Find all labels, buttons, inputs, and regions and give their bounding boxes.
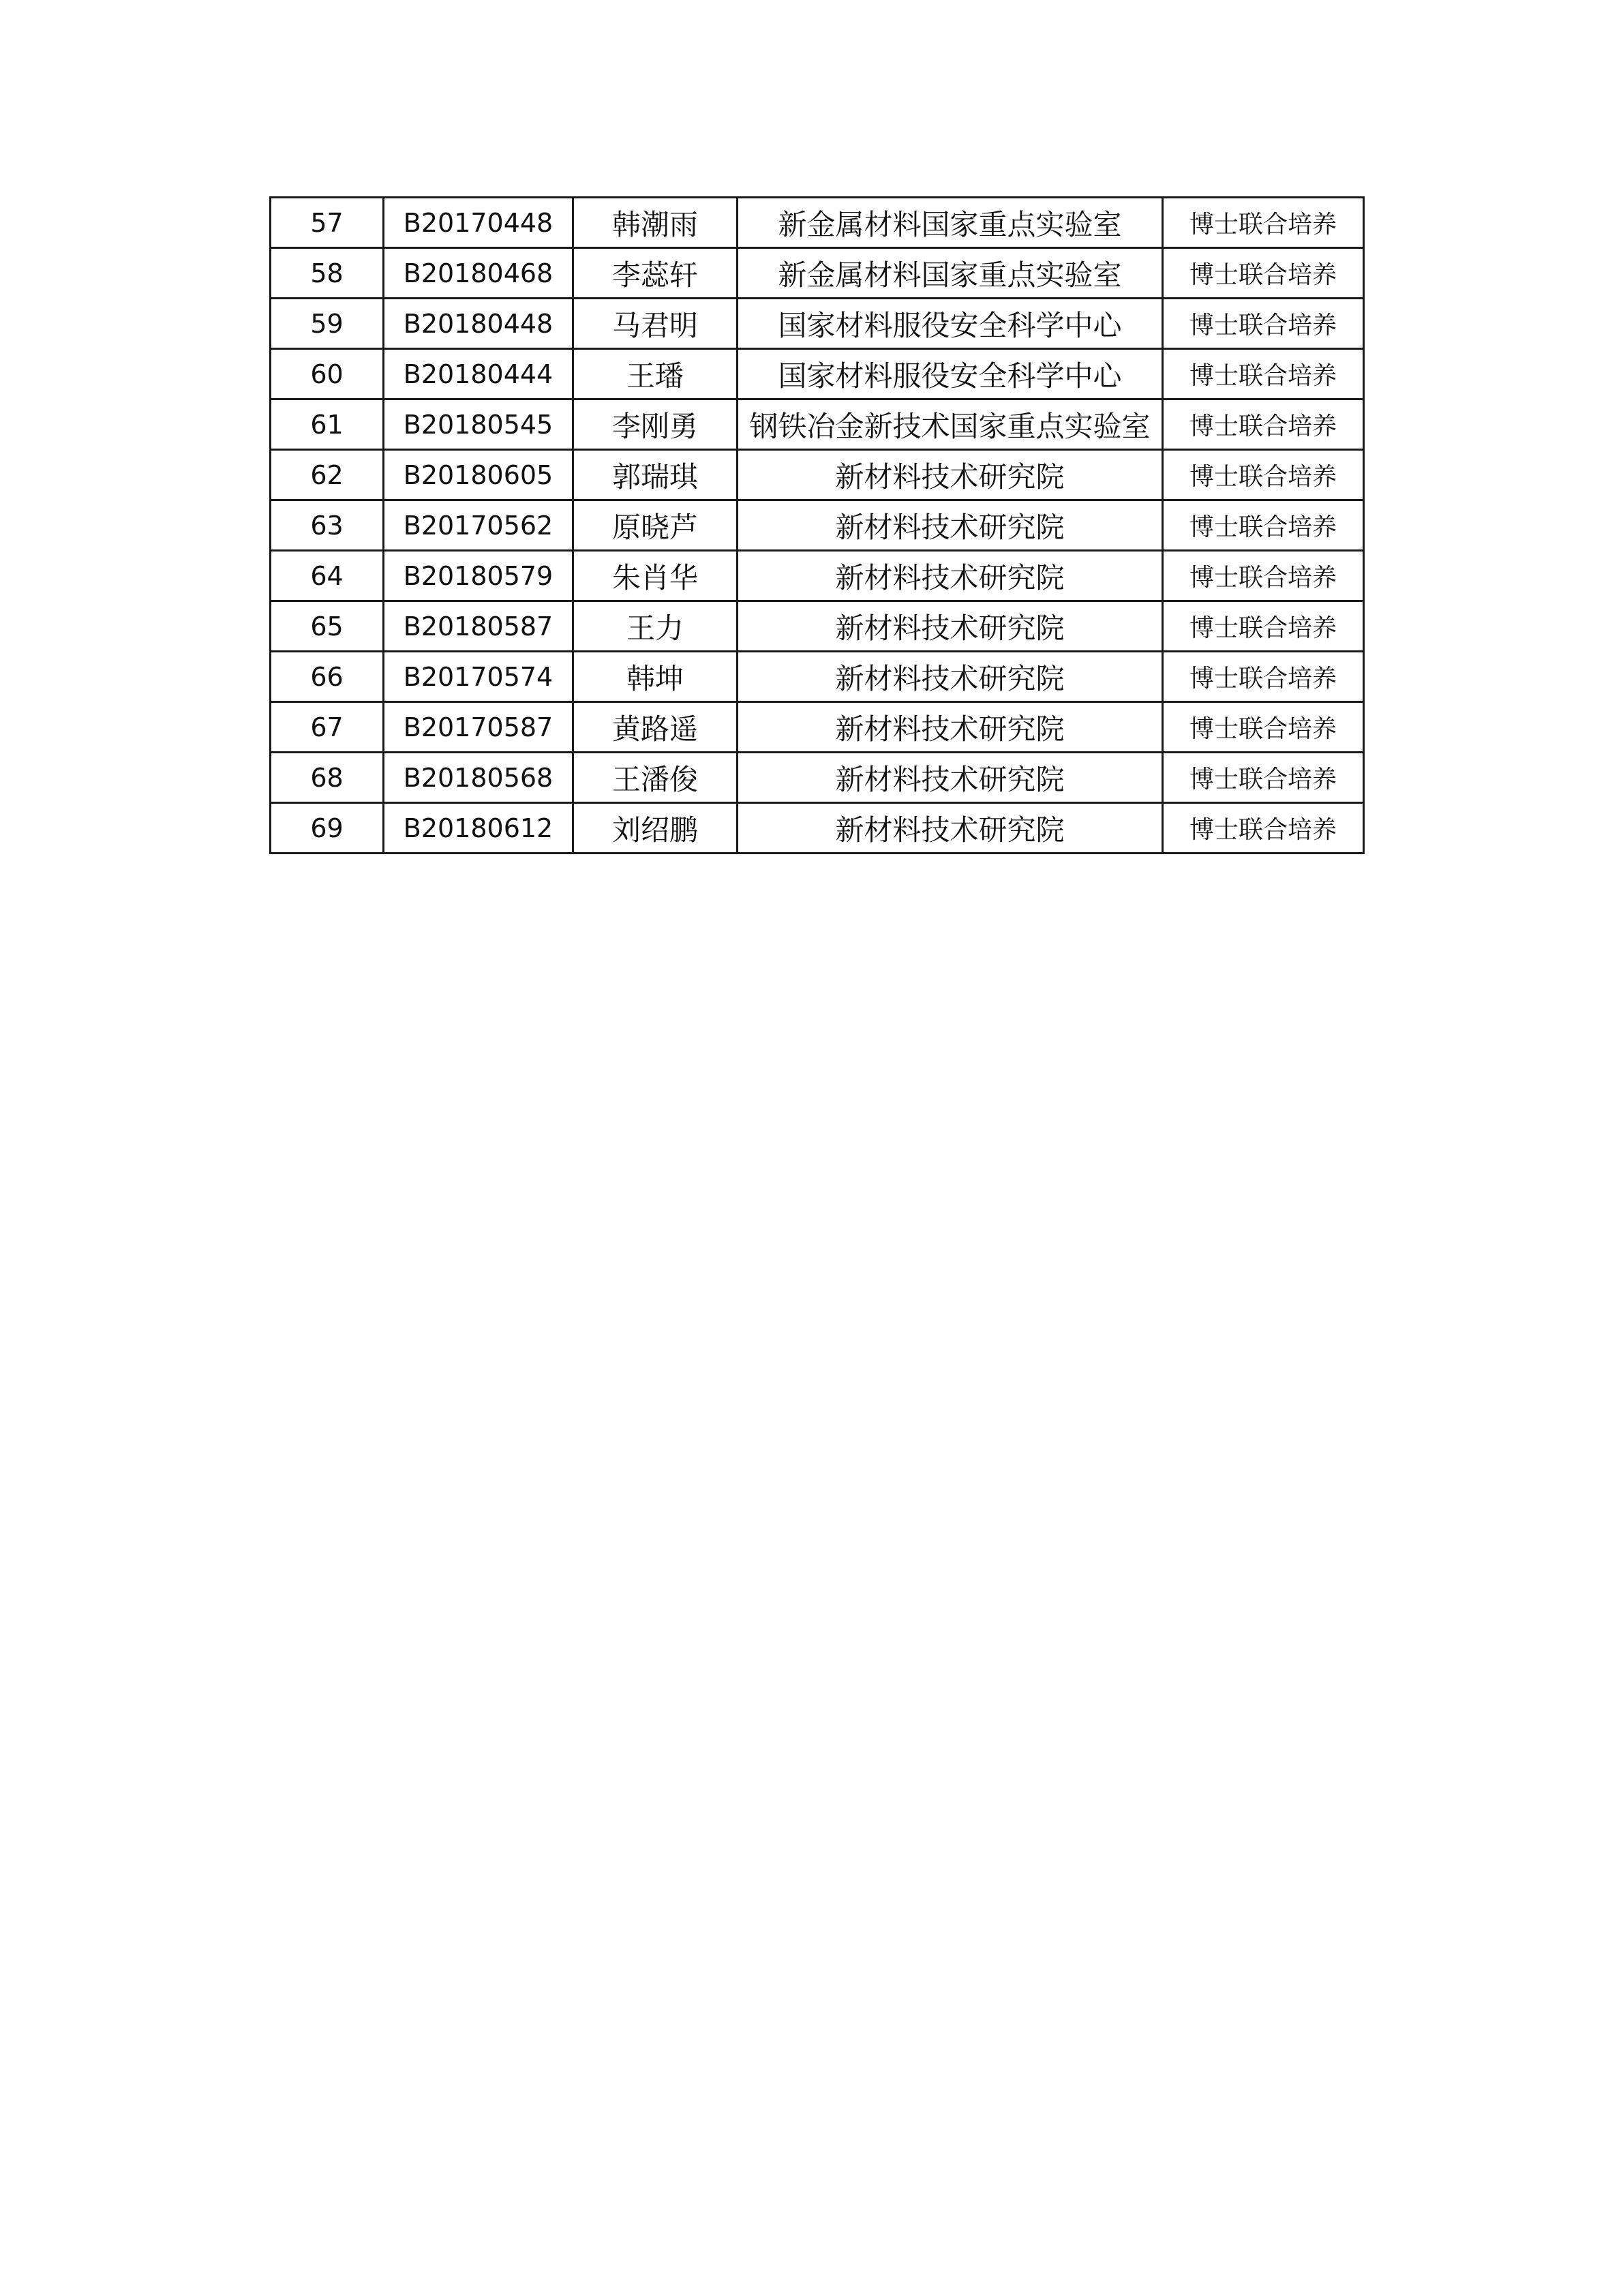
cell-training-unit: 新材料技术研究院 <box>738 450 1163 500</box>
cell-serial-number: 64 <box>271 551 384 601</box>
cell-student-id: B20170587 <box>384 702 573 753</box>
cell-student-name: 原晓芦 <box>573 500 738 551</box>
table-row <box>271 450 1364 500</box>
cell-serial-number: 57 <box>271 198 384 248</box>
table-row <box>271 601 1364 652</box>
cell-student-name: 郭瑞琪 <box>573 450 738 500</box>
cell-serial-number: 60 <box>271 349 384 399</box>
cell-student-id: B20180605 <box>384 450 573 500</box>
table-row <box>271 652 1364 702</box>
cell-student-name: 黄路遥 <box>573 702 738 753</box>
cell-student-id: B20170562 <box>384 500 573 551</box>
cell-student-name: 韩潮雨 <box>573 198 738 248</box>
cell-training-unit: 钢铁冶金新技术国家重点实验室 <box>738 399 1163 450</box>
roster-table-body <box>271 198 1364 854</box>
cell-training-unit: 新金属材料国家重点实验室 <box>738 198 1163 248</box>
cell-serial-number: 62 <box>271 450 384 500</box>
cell-training-type: 博士联合培养 <box>1163 198 1364 248</box>
cell-training-unit: 新材料技术研究院 <box>738 702 1163 753</box>
cell-training-type: 博士联合培养 <box>1163 299 1364 349</box>
cell-training-unit: 新材料技术研究院 <box>738 551 1163 601</box>
cell-training-unit: 国家材料服役安全科学中心 <box>738 349 1163 399</box>
cell-training-unit: 新材料技术研究院 <box>738 803 1163 854</box>
cell-serial-number: 61 <box>271 399 384 450</box>
cell-student-id: B20180444 <box>384 349 573 399</box>
cell-training-type: 博士联合培养 <box>1163 753 1364 803</box>
cell-student-id: B20180468 <box>384 248 573 299</box>
table-row <box>271 753 1364 803</box>
cell-training-unit: 新材料技术研究院 <box>738 753 1163 803</box>
cell-training-unit: 新材料技术研究院 <box>738 601 1163 652</box>
cell-student-name: 王潘俊 <box>573 753 738 803</box>
cell-serial-number: 63 <box>271 500 384 551</box>
cell-training-type: 博士联合培养 <box>1163 803 1364 854</box>
cell-student-id: B20180612 <box>384 803 573 854</box>
cell-training-unit: 新金属材料国家重点实验室 <box>738 248 1163 299</box>
cell-training-type: 博士联合培养 <box>1163 450 1364 500</box>
cell-student-id: B20180545 <box>384 399 573 450</box>
cell-student-id: B20170448 <box>384 198 573 248</box>
cell-serial-number: 67 <box>271 702 384 753</box>
cell-training-type: 博士联合培养 <box>1163 601 1364 652</box>
cell-student-name: 李刚勇 <box>573 399 738 450</box>
cell-serial-number: 68 <box>271 753 384 803</box>
cell-student-name: 朱肖华 <box>573 551 738 601</box>
student-roster-table <box>269 196 1365 854</box>
cell-training-type: 博士联合培养 <box>1163 702 1364 753</box>
cell-training-type: 博士联合培养 <box>1163 500 1364 551</box>
cell-training-unit: 新材料技术研究院 <box>738 500 1163 551</box>
cell-student-name: 王璠 <box>573 349 738 399</box>
table-row <box>271 803 1364 854</box>
cell-serial-number: 58 <box>271 248 384 299</box>
table-row <box>271 500 1364 551</box>
cell-serial-number: 69 <box>271 803 384 854</box>
cell-student-name: 马君明 <box>573 299 738 349</box>
cell-training-type: 博士联合培养 <box>1163 399 1364 450</box>
cell-student-name: 韩坤 <box>573 652 738 702</box>
cell-serial-number: 59 <box>271 299 384 349</box>
cell-student-name: 王力 <box>573 601 738 652</box>
cell-student-id: B20180448 <box>384 299 573 349</box>
table-row <box>271 299 1364 349</box>
cell-serial-number: 66 <box>271 652 384 702</box>
cell-student-name: 李蕊轩 <box>573 248 738 299</box>
cell-training-type: 博士联合培养 <box>1163 248 1364 299</box>
table-row <box>271 198 1364 248</box>
table-row <box>271 399 1364 450</box>
cell-training-type: 博士联合培养 <box>1163 551 1364 601</box>
cell-student-name: 刘绍鹏 <box>573 803 738 854</box>
table-row <box>271 349 1364 399</box>
cell-student-id: B20180568 <box>384 753 573 803</box>
cell-serial-number: 65 <box>271 601 384 652</box>
cell-student-id: B20170574 <box>384 652 573 702</box>
table-row <box>271 248 1364 299</box>
cell-training-unit: 国家材料服役安全科学中心 <box>738 299 1163 349</box>
cell-training-type: 博士联合培养 <box>1163 349 1364 399</box>
cell-training-unit: 新材料技术研究院 <box>738 652 1163 702</box>
table-row <box>271 702 1364 753</box>
cell-student-id: B20180579 <box>384 551 573 601</box>
cell-training-type: 博士联合培养 <box>1163 652 1364 702</box>
cell-student-id: B20180587 <box>384 601 573 652</box>
table-row <box>271 551 1364 601</box>
